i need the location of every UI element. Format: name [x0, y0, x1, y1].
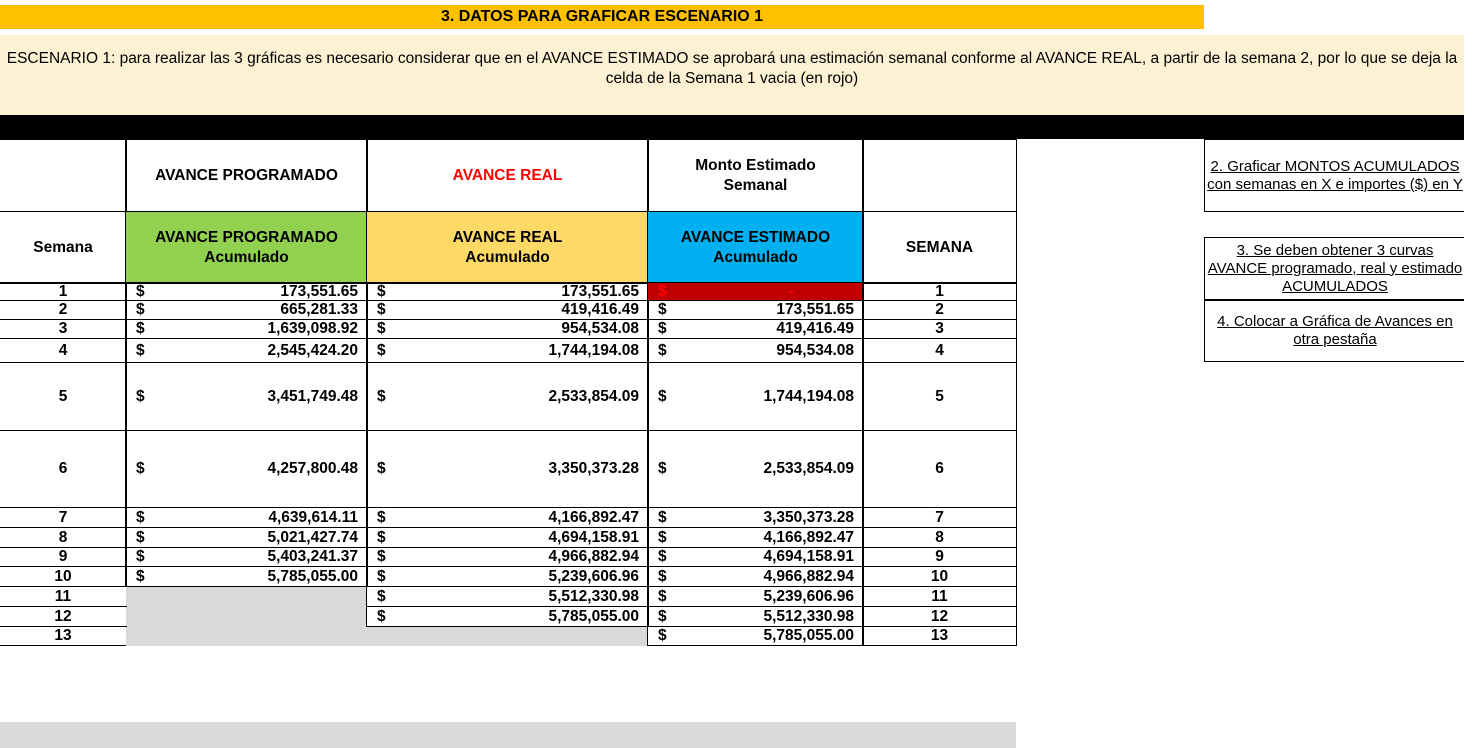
real-amount: 1,744,194.08: [548, 341, 639, 359]
semana-cell: 5: [0, 362, 127, 431]
estimado-amount: 5,512,330.98: [763, 607, 854, 625]
semana-cell: 8: [0, 527, 127, 548]
estimado-value-cell: [647, 626, 864, 646]
programado-amount: 173,551.65: [280, 282, 358, 300]
semana-cell: 2: [0, 300, 127, 320]
real-value-cell: [366, 586, 649, 607]
currency-symbol: $: [658, 387, 667, 405]
programado-amount: 665,281.33: [280, 301, 358, 318]
estimado-value-cell: [647, 507, 864, 528]
semana-cell: 11: [0, 586, 127, 607]
semana-right-cell: 8: [862, 527, 1017, 548]
real-value-cell: [366, 319, 649, 339]
currency-symbol: $: [377, 282, 386, 300]
col-header-semana-right: SEMANA: [862, 211, 1017, 284]
estimado-amount: 954,534.08: [776, 341, 854, 359]
currency-symbol: $: [658, 607, 667, 625]
semana-right-cell: 12: [862, 606, 1017, 627]
estimado-value-cell: [647, 527, 864, 548]
currency-symbol: $: [658, 282, 667, 300]
currency-symbol: $: [658, 587, 667, 605]
estimado-value-cell: [647, 586, 864, 607]
col-header-real-acumulado: AVANCE REAL Acumulado: [366, 211, 649, 284]
header-monto-estimado: Monto Estimado Semanal: [647, 139, 864, 212]
semana-cell: 12: [0, 606, 127, 627]
real-value-cell: [366, 547, 649, 567]
real-amount: 3,350,373.28: [548, 460, 639, 477]
estimado-amount: 3,350,373.28: [763, 508, 854, 526]
programado-value-cell: [125, 527, 368, 548]
estimado-amount: 2,533,854.09: [763, 460, 854, 477]
currency-symbol: $: [658, 460, 667, 477]
currency-symbol: $: [377, 341, 386, 359]
currency-symbol: $: [377, 320, 386, 337]
real-value-cell: [366, 606, 649, 627]
currency-symbol: $: [377, 508, 386, 526]
sheet-title: 3. DATOS PARA GRAFICAR ESCENARIO 1: [0, 5, 1204, 29]
estimado-amount: 1,744,194.08: [763, 387, 854, 405]
currency-symbol: $: [136, 508, 145, 526]
semana-cell: 7: [0, 507, 127, 528]
currency-symbol: $: [136, 387, 145, 405]
programado-empty-filler: [126, 607, 367, 627]
programado-value-cell: [125, 507, 368, 528]
currency-symbol: $: [377, 587, 386, 605]
instruction-note-text: 4. Colocar a Gráfica de Avances en otra pestaña: [1217, 313, 1453, 348]
semana-right-cell: 11: [862, 586, 1017, 607]
scenario-description: ESCENARIO 1: para realizar las 3 gráficas es necesario considerar que en el AVANCE ESTIMADO se aprobará una estimación semanal conforme al AVANCE REAL, a partir de la semana 2, por lo que se deja la celda de la Semana 1 vacia (en rojo): [0, 35, 1464, 115]
currency-symbol: $: [658, 320, 667, 337]
real-value-cell: [366, 362, 649, 431]
semana-cell: 13: [0, 626, 127, 646]
currency-symbol: $: [136, 341, 145, 359]
programado-value-cell: [125, 430, 368, 508]
programado-amount: 5,785,055.00: [267, 567, 358, 585]
estimado-value-cell: [647, 430, 864, 508]
programado-amount: 3,451,749.48: [267, 387, 358, 405]
real-empty-filler: [367, 627, 648, 646]
real-amount: 4,166,892.47: [548, 508, 639, 526]
semana-right-cell: 6: [862, 430, 1017, 508]
real-amount: 5,785,055.00: [548, 607, 639, 625]
currency-symbol: $: [136, 567, 145, 585]
semana-right-cell: 9: [862, 547, 1017, 567]
semana-cell: 3: [0, 319, 127, 339]
real-amount: 419,416.49: [561, 301, 639, 318]
col-header-estimado-acumulado: AVANCE ESTIMADO Acumulado: [647, 211, 864, 284]
estimado-amount: 5,239,606.96: [763, 587, 854, 605]
estimado-amount: 4,966,882.94: [763, 567, 854, 585]
instruction-note-3: [1204, 237, 1464, 300]
programado-value-cell: [125, 362, 368, 431]
header-avance-real: AVANCE REAL: [366, 139, 649, 212]
programado-amount: 1,639,098.92: [267, 320, 358, 337]
real-amount: 4,966,882.94: [548, 548, 639, 565]
currency-symbol: $: [658, 301, 667, 318]
programado-amount: 4,257,800.48: [267, 460, 358, 477]
currency-symbol: $: [136, 548, 145, 565]
currency-symbol: $: [377, 301, 386, 318]
semana-cell: 4: [0, 338, 127, 363]
estimado-amount: 4,166,892.47: [763, 528, 854, 546]
currency-symbol: $: [658, 528, 667, 546]
programado-amount: 2,545,424.20: [267, 341, 358, 359]
programado-value-cell: [125, 319, 368, 339]
programado-value-cell: [125, 547, 368, 567]
real-amount: 4,694,158.91: [548, 528, 639, 546]
semana-cell: 6: [0, 430, 127, 508]
currency-symbol: $: [136, 320, 145, 337]
estimado-value-cell: [647, 362, 864, 431]
currency-symbol: $: [377, 460, 386, 477]
currency-symbol: $: [377, 548, 386, 565]
real-value-cell: [366, 430, 649, 508]
currency-symbol: $: [377, 528, 386, 546]
programado-empty-filler: [126, 627, 367, 646]
currency-symbol: $: [658, 567, 667, 585]
instruction-note-text: 3. Se deben obtener 3 curvas AVANCE programado, real y estimado ACUMULADOS: [1207, 241, 1463, 295]
estimado-value-cell: [647, 338, 864, 363]
currency-symbol: $: [658, 627, 667, 644]
estimado-amount: 4,694,158.91: [763, 548, 854, 565]
real-value-cell: [366, 507, 649, 528]
semana-cell: 9: [0, 547, 127, 567]
real-value-cell: [366, 566, 649, 587]
currency-symbol: $: [136, 460, 145, 477]
header-avance-programado: AVANCE PROGRAMADO: [125, 139, 368, 212]
semana-right-cell: 4: [862, 338, 1017, 363]
real-amount: 5,239,606.96: [548, 567, 639, 585]
estimado-empty-cell: [647, 282, 864, 301]
real-amount: 954,534.08: [561, 320, 639, 337]
real-amount: 5,512,330.98: [548, 587, 639, 605]
programado-value-cell: [125, 282, 368, 301]
real-amount: 173,551.65: [561, 282, 639, 300]
instruction-note-4: [1204, 300, 1464, 362]
estimado-value-cell: [647, 300, 864, 320]
estimado-value-cell: [647, 606, 864, 627]
semana-right-cell: 2: [862, 300, 1017, 320]
real-value-cell: [366, 527, 649, 548]
real-value-cell: [366, 300, 649, 320]
semana-right-cell: 10: [862, 566, 1017, 587]
currency-symbol: $: [658, 341, 667, 359]
currency-symbol: $: [377, 387, 386, 405]
estimado-amount: 173,551.65: [776, 301, 854, 318]
semana-right-cell: 3: [862, 319, 1017, 339]
estimado-amount: 419,416.49: [776, 320, 854, 337]
estimado-value-cell: [647, 319, 864, 339]
estimado-value-cell: [647, 566, 864, 587]
semana-right-cell: 7: [862, 507, 1017, 528]
real-value-cell: [366, 338, 649, 363]
real-value-cell: [366, 282, 649, 301]
real-amount: 2,533,854.09: [548, 387, 639, 405]
programado-value-cell: [125, 566, 368, 587]
estimado-amount: 5,785,055.00: [763, 627, 854, 644]
programado-amount: 5,021,427.74: [267, 528, 358, 546]
currency-symbol: $: [136, 282, 145, 300]
instruction-note-text: 2. Graficar MONTOS ACUMULADOS con semanas en X e importes ($) en Y: [1207, 157, 1463, 193]
currency-symbol: $: [377, 567, 386, 585]
grey-footer-band: [0, 722, 1016, 748]
semana-right-cell: 13: [862, 626, 1017, 646]
programado-value-cell: [125, 338, 368, 363]
currency-symbol: $: [658, 548, 667, 565]
semana-cell: 10: [0, 566, 127, 587]
empty-value: -: [788, 282, 794, 300]
programado-value-cell: [125, 300, 368, 320]
currency-symbol: $: [136, 301, 145, 318]
estimado-value-cell: [647, 547, 864, 567]
semana-right-cell: 1: [862, 282, 1017, 301]
header-blank-right: [862, 139, 1017, 212]
currency-symbol: $: [377, 607, 386, 625]
programado-amount: 5,403,241.37: [267, 548, 358, 565]
black-band: [0, 115, 1464, 139]
semana-cell: 1: [0, 282, 127, 301]
col-header-semana: Semana: [0, 211, 127, 284]
currency-symbol: $: [136, 528, 145, 546]
header-blank-left: [0, 139, 127, 212]
programado-amount: 4,639,614.11: [268, 508, 358, 526]
instruction-note-2: [1204, 139, 1464, 212]
programado-empty-filler: [126, 587, 367, 607]
semana-right-cell: 5: [862, 362, 1017, 431]
col-header-programado-acumulado: AVANCE PROGRAMADO Acumulado: [125, 211, 368, 284]
currency-symbol: $: [658, 508, 667, 526]
